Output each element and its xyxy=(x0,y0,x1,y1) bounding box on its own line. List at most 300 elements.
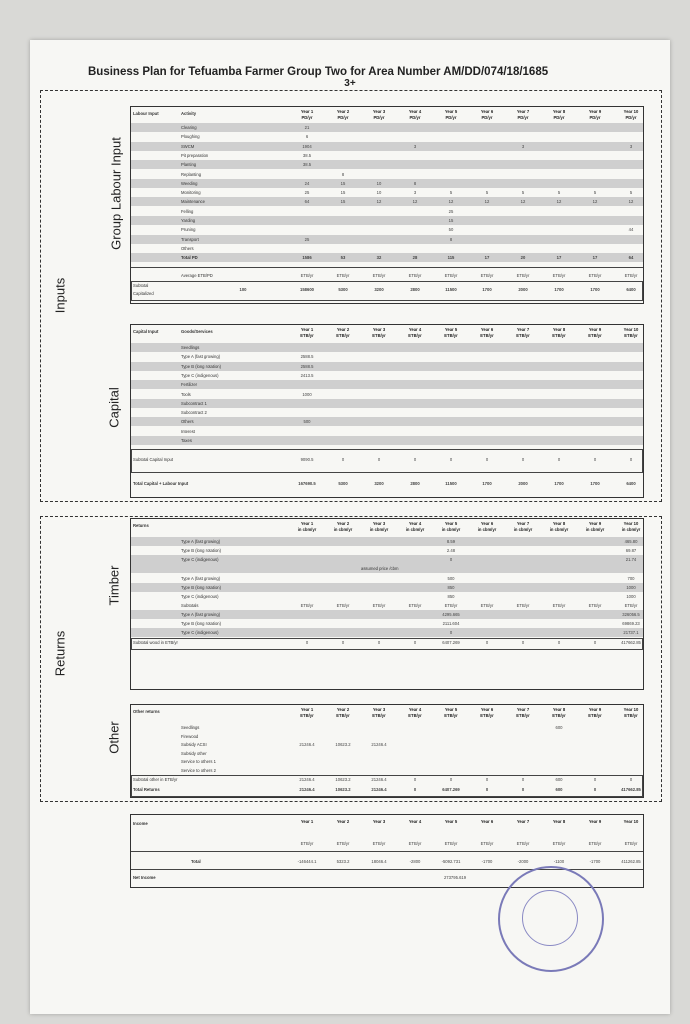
cell-year-3: 3200 xyxy=(374,287,384,292)
average-value: 100 xyxy=(239,287,247,292)
year-label: Year 4 xyxy=(408,707,422,712)
cell-year-9: 0 xyxy=(593,777,597,782)
row-label: Subcontract 2 xyxy=(181,410,207,416)
avg-unit-3: ETB/yr xyxy=(372,273,386,278)
cell-year-3: 0 xyxy=(377,640,381,645)
cell-year-4: 0 xyxy=(413,640,417,645)
etb-unit-2: ETB/yr xyxy=(336,603,350,608)
cell-year-5: 6407.269 xyxy=(442,787,460,792)
cell-year-9: 12 xyxy=(592,199,598,205)
income-unit-3: ETB/yr xyxy=(372,841,386,846)
cell-year-5: Year 5 xyxy=(444,819,458,824)
year-label: Year 2 xyxy=(336,109,350,114)
row-label: Others xyxy=(181,245,194,251)
cell-year-7: -2000 xyxy=(517,859,529,864)
table-row xyxy=(131,417,643,426)
header-year-7 xyxy=(505,707,541,719)
header-year-1 xyxy=(289,707,325,719)
table-row xyxy=(131,399,643,408)
cell-year-6: Year 6 xyxy=(480,819,494,824)
year-label: Year 7 xyxy=(516,109,530,114)
cell-year-10: 44 xyxy=(628,227,634,233)
cell-year-5: -5092.731 xyxy=(441,859,461,864)
cell-year-6: 0 xyxy=(485,777,489,782)
cell-year-8: 600 xyxy=(555,787,563,792)
cell-year-9: 17 xyxy=(592,255,598,261)
table-row xyxy=(131,380,643,389)
row-label: Subsidy ACSI xyxy=(181,742,207,748)
cell-year-1: 25 xyxy=(304,236,310,242)
row-label: Activity xyxy=(181,111,197,116)
header-year-4 xyxy=(397,521,433,533)
avg-unit-10: ETB/yr xyxy=(624,273,638,278)
unit-label: PD/yr xyxy=(373,115,385,120)
table-row xyxy=(131,271,643,280)
cell-year-1: 21246.4 xyxy=(299,742,315,748)
cell-year-4: 2800 xyxy=(410,481,420,486)
cell-year-1: 21246.4 xyxy=(299,777,315,782)
unit-label: in cbm/yr xyxy=(405,527,425,532)
header-year-7 xyxy=(505,327,541,339)
table-row xyxy=(131,479,643,488)
table-row xyxy=(131,610,643,619)
header-year-10 xyxy=(613,707,649,719)
table-row xyxy=(131,537,643,546)
unit-label: ETB/yr xyxy=(552,713,566,718)
cell-year-1: 38.5 xyxy=(302,152,312,158)
cell-year-1: 38.5 xyxy=(302,162,312,168)
cell-year-2: 10623.2 xyxy=(335,777,351,782)
capital-label: Capital xyxy=(106,387,122,428)
cell-year-10: 6400 xyxy=(626,481,636,486)
row-label: Type B (long rotation) xyxy=(181,548,222,553)
cell-year-8: 600 xyxy=(555,777,563,782)
table-row xyxy=(131,179,643,188)
cell-year-1: 1904 xyxy=(302,143,312,149)
timber-returns-table xyxy=(130,518,644,690)
cell-year-9: 0 xyxy=(593,787,597,792)
table-row xyxy=(131,123,643,132)
year-label: Year 3 xyxy=(372,109,386,114)
cell-year-5: 0 xyxy=(449,777,453,782)
table-row xyxy=(131,207,643,216)
row-label: Clearing xyxy=(181,125,197,130)
year-label: Year 9 xyxy=(588,707,602,712)
cell-year-2: 15 xyxy=(340,199,346,205)
year-label: Year 6 xyxy=(480,521,494,526)
cell-year-10: 417662.85 xyxy=(621,640,641,645)
year-label: Year 9 xyxy=(588,109,602,114)
unit-label: PD/yr xyxy=(301,115,313,120)
table-row xyxy=(131,142,643,151)
unit-label: ETB/yr xyxy=(408,713,422,718)
row-label: Type B (long rotation) xyxy=(181,621,222,626)
cell-year-7: Year 7 xyxy=(516,819,530,824)
header-year-10 xyxy=(613,327,649,339)
cell-year-2: 5300 xyxy=(338,481,348,486)
avg-unit-8: ETB/yr xyxy=(552,273,566,278)
cell-year-1: 2588.5 xyxy=(300,354,314,360)
cell-year-1: 1586 xyxy=(302,255,312,261)
row-label: Other returns xyxy=(133,709,160,714)
cell-year-8: 1700 xyxy=(554,481,564,486)
row-label: Goods/Services xyxy=(181,329,213,334)
year-label: Year 9 xyxy=(588,327,602,332)
table-row xyxy=(131,285,643,294)
header-year-4 xyxy=(397,109,433,121)
cell-year-9: 1700 xyxy=(590,481,600,486)
year-label: Year 9 xyxy=(588,521,602,526)
cell-year-4: -2800 xyxy=(409,859,421,864)
header-year-2 xyxy=(325,707,361,719)
cell-year-10: 12 xyxy=(628,199,634,205)
cell-year-1: 0 xyxy=(305,640,309,645)
cell-year-4: 2800 xyxy=(410,287,420,292)
table-row xyxy=(131,327,643,341)
cell-year-2: 15 xyxy=(340,190,346,196)
cell-year-7: 0 xyxy=(521,457,525,462)
cell-year-7: 2000 xyxy=(518,287,528,292)
etb-unit-5: ETB/yr xyxy=(444,603,458,608)
cell-year-10: 0 xyxy=(629,457,633,462)
income-unit-4: ETB/yr xyxy=(408,841,422,846)
unit-label: ETB/yr xyxy=(624,713,638,718)
cell-year-1: 21 xyxy=(304,125,310,130)
cell-year-6: 1700 xyxy=(482,287,492,292)
cell-year-3: 21246.4 xyxy=(371,742,387,748)
table-row xyxy=(131,436,643,445)
table-row xyxy=(131,362,643,371)
table-row xyxy=(131,352,643,361)
cell-year-9: -1700 xyxy=(589,859,601,864)
header-year-5 xyxy=(433,327,469,339)
row-label: Seedlings xyxy=(181,725,200,730)
row-label: Service to others 2 xyxy=(181,768,216,773)
table-row xyxy=(131,521,643,535)
row-label: Pruning xyxy=(181,227,196,233)
cell-year-1: 64 xyxy=(304,199,310,205)
year-label: Year 8 xyxy=(552,109,566,114)
year-label: Year 10 xyxy=(623,109,639,114)
header-year-4 xyxy=(397,327,433,339)
cell-year-10: 411262.85 xyxy=(621,859,641,864)
unit-label: ETB/yr xyxy=(300,333,314,338)
header-year-9 xyxy=(577,707,613,719)
cell-year-7: 3 xyxy=(521,143,525,149)
cell-year-6: 0 xyxy=(485,787,489,792)
row-label: Total Returns xyxy=(133,787,160,792)
cell-year-7: 2000 xyxy=(518,481,528,486)
cell-year-10: 1000 xyxy=(626,594,636,599)
cell-year-7: 12 xyxy=(520,199,526,205)
cell-year-3: 32 xyxy=(376,255,382,261)
table-row xyxy=(131,170,643,179)
etb-unit-9: ETB/yr xyxy=(588,603,602,608)
row-label: Subtotal Capital Input xyxy=(133,457,174,462)
header-year-3 xyxy=(361,707,397,719)
cell-year-7: 20 xyxy=(520,255,526,261)
row-label: Type B (long rotation) xyxy=(181,363,222,369)
row-label: Maintenance xyxy=(181,199,205,205)
cell-year-10: 69.87 xyxy=(625,548,637,553)
header-year-2 xyxy=(325,521,361,533)
unit-label: PD/yr xyxy=(517,115,529,120)
cell-year-5: 2.48 xyxy=(446,548,456,553)
document-title: Business Plan for Tefuamba Farmer Group Two for Area Number AM/DD/074/18/1685 xyxy=(88,66,549,78)
cell-year-1: 24 xyxy=(304,180,310,186)
row-label: Others xyxy=(181,419,194,425)
etb-unit-7: ETB/yr xyxy=(516,603,530,608)
row-label: Capital Input xyxy=(133,329,159,334)
avg-unit-5: ETB/yr xyxy=(444,273,458,278)
cell-year-5: 850 xyxy=(447,585,455,590)
header-year-5 xyxy=(433,109,469,121)
cell-year-8: 12 xyxy=(556,199,562,205)
other-label: Other xyxy=(106,721,122,754)
year-label: Year 3 xyxy=(372,327,386,332)
unit-label: in cbm/yr xyxy=(477,527,497,532)
header-year-1 xyxy=(289,521,325,533)
income-unit-2: ETB/yr xyxy=(336,841,350,846)
header-year-6 xyxy=(469,707,505,719)
row-label: Income xyxy=(133,821,148,826)
table-row xyxy=(131,619,643,628)
table-row xyxy=(131,592,643,601)
row-label: Transport xyxy=(181,236,199,242)
table-row xyxy=(131,819,643,828)
cell-year-1: 2588.5 xyxy=(300,363,314,369)
row-label: Tools xyxy=(181,391,191,397)
unit-label: ETB/yr xyxy=(516,713,530,718)
cell-year-2: 10623.2 xyxy=(335,787,351,792)
cell-year-10: 700 xyxy=(627,576,635,581)
table-row xyxy=(131,839,643,848)
unit-label: ETB/yr xyxy=(444,713,458,718)
row-label: Total Capital + Labour Input xyxy=(133,481,189,486)
cell-year-5: 4295.665 xyxy=(442,612,460,617)
unit-label: ETB/yr xyxy=(480,713,494,718)
cell-year-10: 69869.23 xyxy=(622,621,640,626)
table-row xyxy=(131,225,643,234)
year-label: Year 4 xyxy=(408,109,422,114)
unit-label: ETB/yr xyxy=(588,333,602,338)
table-row xyxy=(131,574,643,583)
cell-year-4: 3 xyxy=(413,190,417,196)
header-year-1 xyxy=(289,327,325,339)
unit-label: ETB/yr xyxy=(372,713,386,718)
year-label: Year 4 xyxy=(408,327,422,332)
cell-year-5: 11500 xyxy=(445,481,457,486)
cell-year-10: 3 xyxy=(629,143,633,149)
cell-year-6: 1700 xyxy=(482,481,492,486)
row-label: Taxes xyxy=(181,438,192,443)
cell-year-4: 0 xyxy=(413,787,417,792)
table-row xyxy=(131,555,643,564)
year-label: Year 2 xyxy=(336,327,350,332)
table-row xyxy=(131,427,643,436)
cell-year-6: 0 xyxy=(485,457,489,462)
table-row xyxy=(131,785,643,794)
year-label: Year 1 xyxy=(300,707,314,712)
unit-label: PD/yr xyxy=(553,115,565,120)
row-label: Pit preparation xyxy=(181,152,209,158)
table-row xyxy=(131,628,643,637)
cell-year-6: 12 xyxy=(484,199,490,205)
unit-label: PD/yr xyxy=(625,115,637,120)
unit-label: in cbm/yr xyxy=(333,527,353,532)
row-label: Type C (indigenous) xyxy=(181,372,219,378)
row-label: SWCM xyxy=(181,143,195,149)
row-label: Interest xyxy=(181,428,195,434)
cell-year-4: 28 xyxy=(412,255,418,261)
income-unit-10: ETB/yr xyxy=(624,841,638,846)
cell-year-4: 3 xyxy=(413,143,417,149)
year-label: Year 3 xyxy=(372,707,386,712)
row-label: Subsidy other xyxy=(181,750,207,756)
table-row xyxy=(131,775,643,784)
header-year-6 xyxy=(469,327,505,339)
row-label: Total PD xyxy=(181,255,198,261)
header-year-9 xyxy=(577,327,613,339)
unit-label: in cbm/yr xyxy=(513,527,533,532)
cell-year-2: 15 xyxy=(340,180,346,186)
cell-year-2: 5323.2 xyxy=(336,859,350,864)
other-returns-table xyxy=(130,704,644,798)
unit-label: ETB/yr xyxy=(480,333,494,338)
header-year-4 xyxy=(397,707,433,719)
cell-year-3: 10 xyxy=(376,180,382,186)
table-row xyxy=(131,197,643,206)
header-year-3 xyxy=(361,109,397,121)
year-label: Year 4 xyxy=(408,521,422,526)
cell-year-2: 8 xyxy=(341,171,345,177)
cell-year-1: 500 xyxy=(303,419,311,425)
table-row xyxy=(131,455,643,464)
income-unit-7: ETB/yr xyxy=(516,841,530,846)
cell-year-2: 53 xyxy=(340,255,346,261)
cell-year-3: 18046.4 xyxy=(371,859,387,864)
cell-year-4: 8 xyxy=(413,180,417,186)
row-label: Service to others 1 xyxy=(181,759,216,765)
year-label: Year 3 xyxy=(372,521,386,526)
cell-year-10: 326056.5 xyxy=(622,612,640,617)
cell-year-7: 0 xyxy=(521,787,525,792)
income-unit-8: ETB/yr xyxy=(552,841,566,846)
year-label: Year 2 xyxy=(336,521,350,526)
header-year-5 xyxy=(433,707,469,719)
cell-year-8: Year 8 xyxy=(552,819,566,824)
unit-label: in cbm/yr xyxy=(621,527,641,532)
cell-year-9: 0 xyxy=(593,457,597,462)
header-year-3 xyxy=(361,521,397,533)
row-label: assumed price /cbm xyxy=(361,566,399,571)
cell-year-1: 1000 xyxy=(302,391,312,397)
table-row xyxy=(131,109,643,123)
income-unit-5: ETB/yr xyxy=(444,841,458,846)
cell-year-10: 1000 xyxy=(626,585,636,590)
table-row xyxy=(131,188,643,197)
cell-year-1: 2413.5 xyxy=(300,372,314,378)
year-label: Year 8 xyxy=(552,327,566,332)
cell-year-5: 15 xyxy=(448,218,454,223)
unit-label: in cbm/yr xyxy=(369,527,389,532)
cell-year-9: 1700 xyxy=(590,287,600,292)
avg-unit-6: ETB/yr xyxy=(480,273,494,278)
header-year-1 xyxy=(289,109,325,121)
capital-input-table xyxy=(130,324,644,498)
cell-year-5: 0 xyxy=(449,557,453,562)
row-label: Net Income xyxy=(133,875,156,880)
cell-year-3: Year 3 xyxy=(372,819,386,824)
document-subtitle: 3+ xyxy=(344,78,356,89)
year-label: Year 5 xyxy=(444,327,458,332)
unit-label: PD/yr xyxy=(409,115,421,120)
cell-year-10: 6400 xyxy=(626,287,636,292)
cell-year-4: 0 xyxy=(413,457,417,462)
table-row xyxy=(131,390,643,399)
row-label: Type C (indigenous) xyxy=(181,594,219,599)
table-row xyxy=(131,546,643,555)
header-year-2 xyxy=(325,327,361,339)
etb-unit-1: ETB/yr xyxy=(300,603,314,608)
table-row xyxy=(131,707,643,721)
cell-year-2: 10623.2 xyxy=(335,742,351,748)
row-label: Subtotal other in ETB/yr xyxy=(133,777,178,782)
year-label: Year 10 xyxy=(623,521,639,526)
unit-label: PD/yr xyxy=(589,115,601,120)
row-label: Type B (long rotation) xyxy=(181,585,222,590)
group-labour-label: Group Labour Input xyxy=(108,137,124,250)
cell-year-5: 5 xyxy=(449,190,453,196)
etb-unit-8: ETB/yr xyxy=(552,603,566,608)
table-row xyxy=(131,564,643,573)
cell-year-3: 10 xyxy=(376,190,382,196)
avg-unit-2: ETB/yr xyxy=(336,273,350,278)
table-row xyxy=(131,343,643,352)
timber-label: Timber xyxy=(106,565,122,606)
row-label: Subtotal wood in ETB/yr xyxy=(133,640,178,645)
cell-year-1: 25 xyxy=(304,190,310,196)
unit-label: in cbm/yr xyxy=(549,527,569,532)
cell-year-7: 0 xyxy=(521,640,525,645)
cell-year-5: 500 xyxy=(447,576,455,581)
header-year-9 xyxy=(577,521,613,533)
table-row xyxy=(131,583,643,592)
year-label: Year 7 xyxy=(516,521,530,526)
year-label: Year 5 xyxy=(444,521,458,526)
row-label: Total xyxy=(191,859,201,864)
cell-year-3: 21246.4 xyxy=(371,787,387,792)
etb-unit-10: ETB/yr xyxy=(624,603,638,608)
document-sheet xyxy=(30,40,670,1014)
cell-year-1: 158600 xyxy=(300,287,314,292)
year-label: Year 7 xyxy=(516,707,530,712)
cell-year-1: 21246.4 xyxy=(299,787,315,792)
header-year-3 xyxy=(361,327,397,339)
cell-year-6: -1700 xyxy=(481,859,493,864)
table-row xyxy=(131,408,643,417)
header-year-7 xyxy=(505,109,541,121)
cell-year-3: 0 xyxy=(377,457,381,462)
cell-year-6: 17 xyxy=(484,255,490,261)
etb-unit-3: ETB/yr xyxy=(372,603,386,608)
net-income-value: 273795.619 xyxy=(443,875,467,880)
divider xyxy=(131,851,643,852)
row-label: Felling xyxy=(181,208,194,214)
header-year-7 xyxy=(505,521,541,533)
labour-input-table xyxy=(130,106,644,304)
row-label: Type A (fast growing) xyxy=(181,612,221,617)
